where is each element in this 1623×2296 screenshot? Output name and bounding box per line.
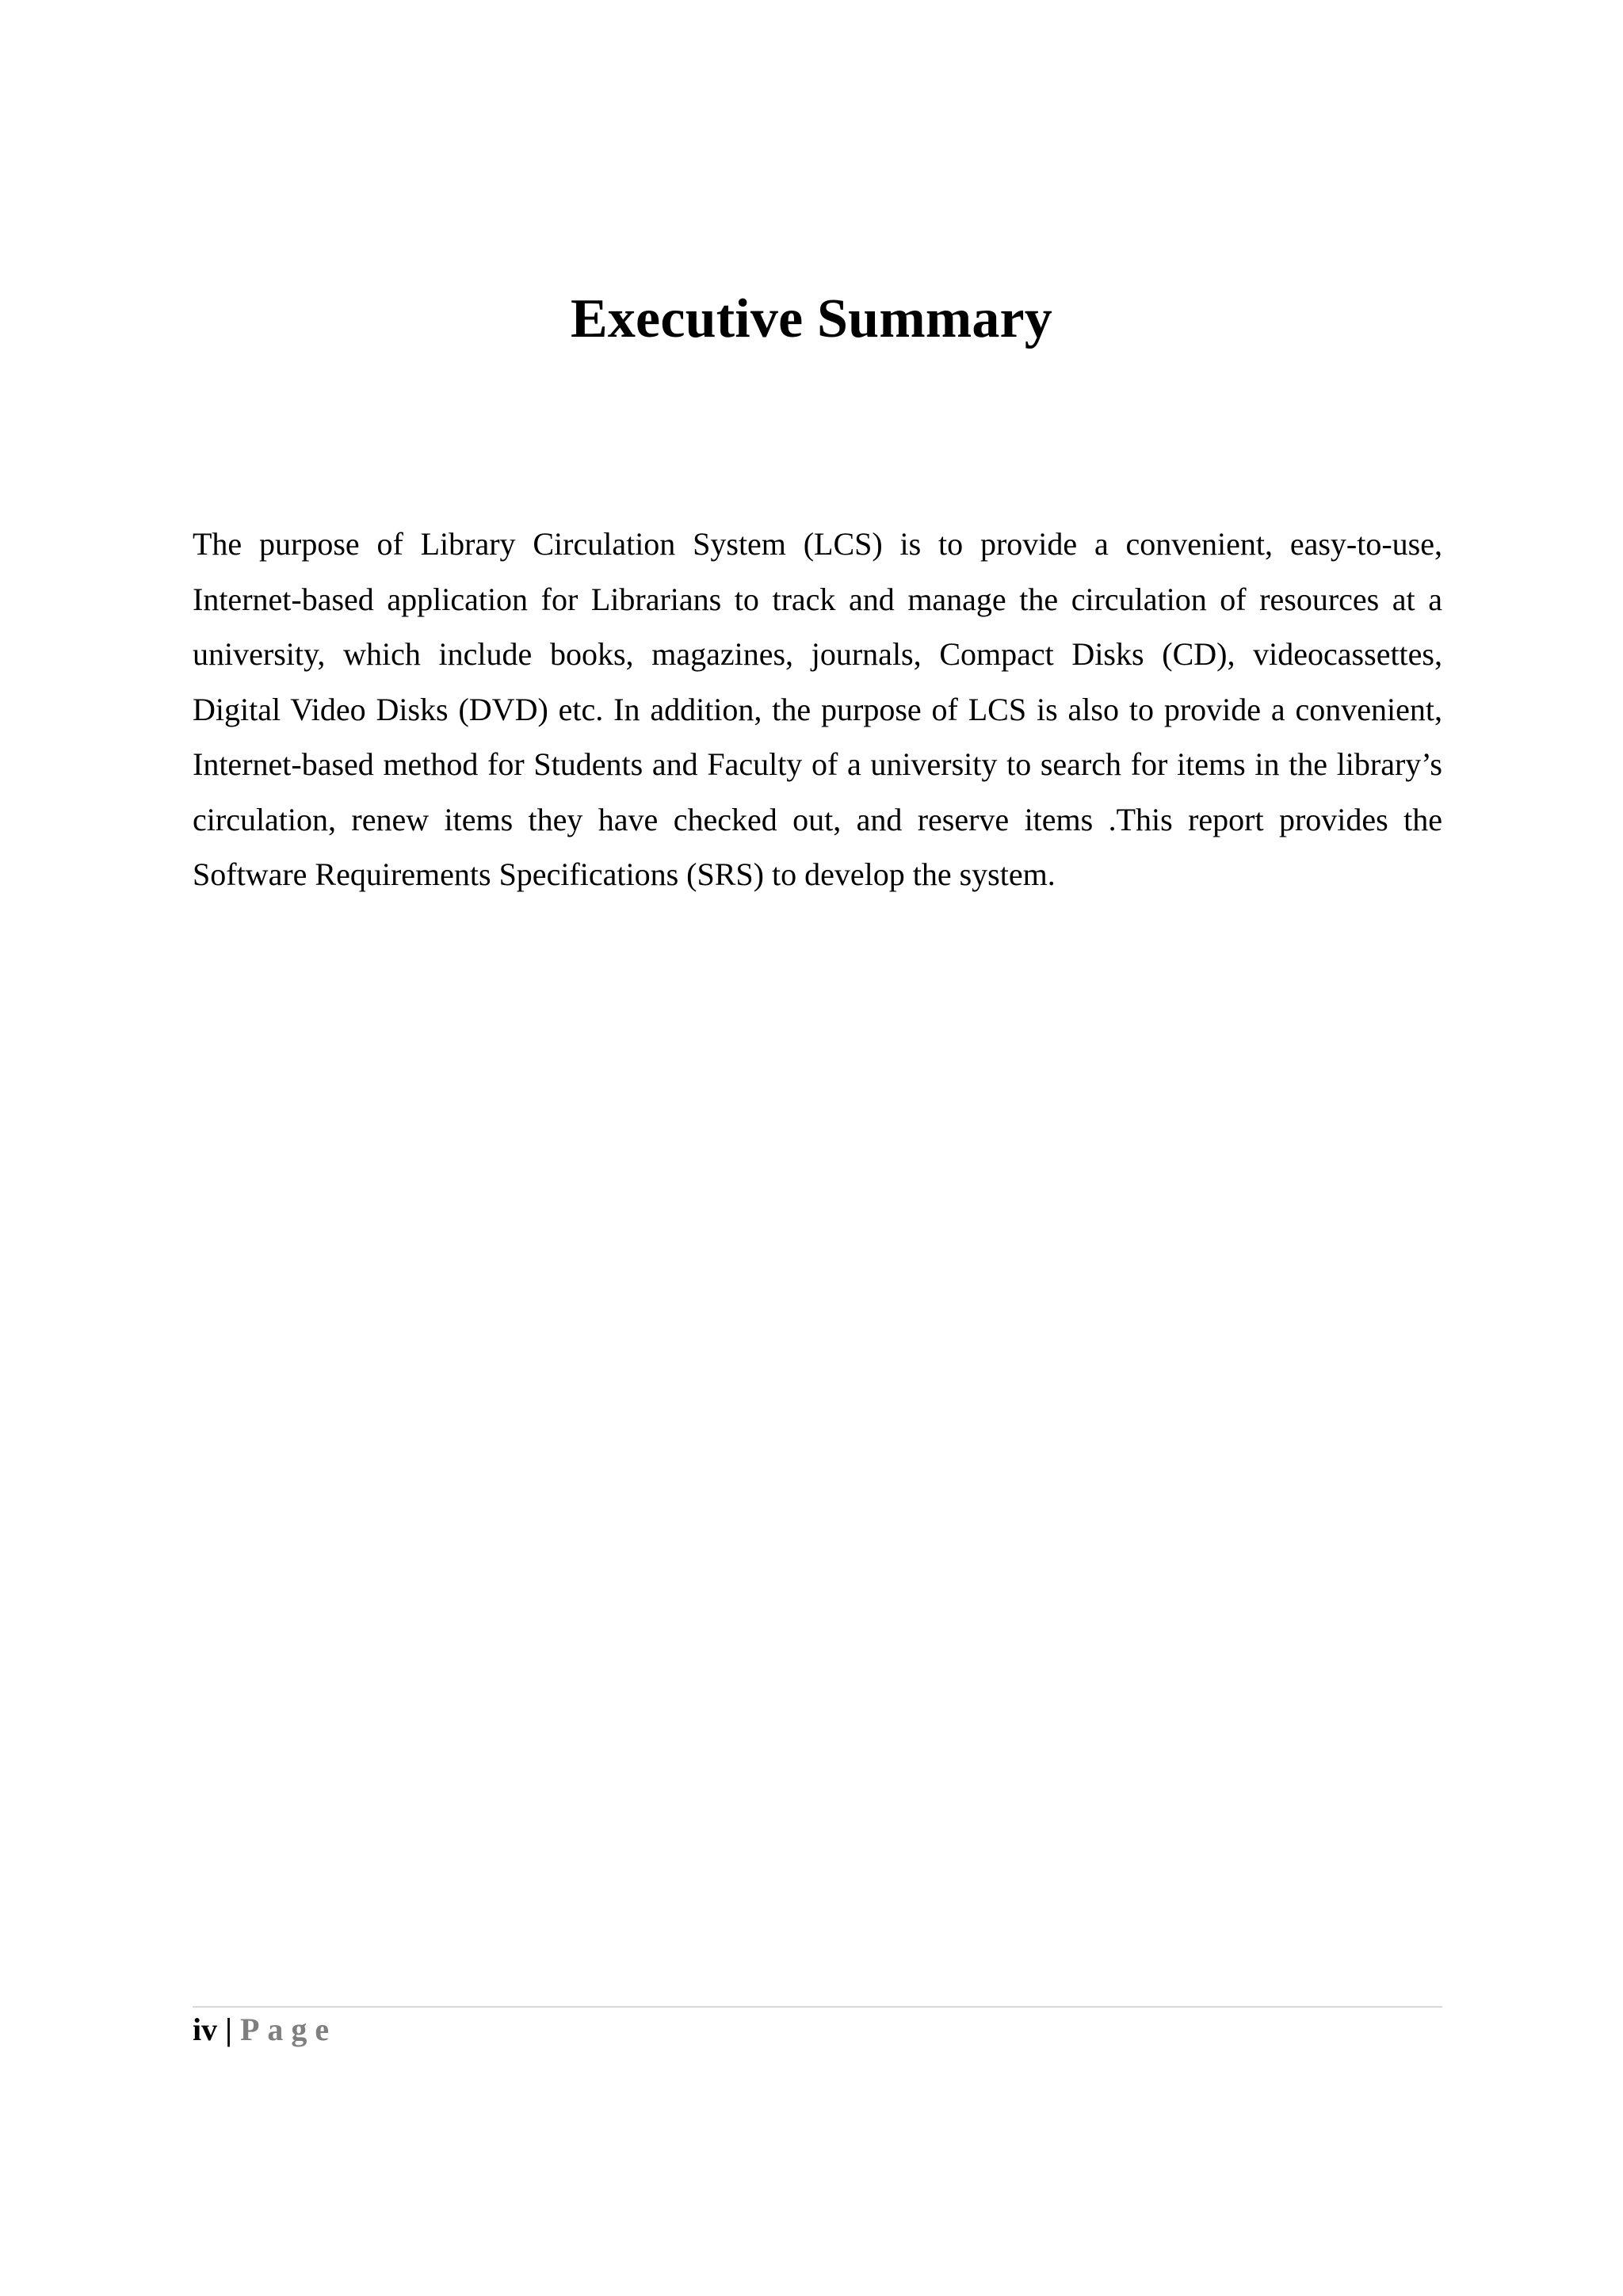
footer-separator: | [225,2012,232,2047]
page-label: Page [239,2012,338,2047]
footer-divider [193,2006,1442,2008]
page-title: Executive Summary [570,288,1053,349]
summary-paragraph: The purpose of Library Circulation System (LCS) is to provide a convenient, easy-to-use, Internet-based application for Librarians to track and manage the circulation of resources at a university, which include books, magazines, journals, Compact Disks (CD), videocassettes, Digital Video Disks (DVD) etc. In addition, the purpose of LCS is also to provide a convenient, Internet-based method for Students and Faculty of a university to search for items in the library’s circulation, renew items they have checked out, and reserve items .This report provides the Software Requirements Specifications (SRS) to develop the system. [193,526,1442,892]
page-footer [193,2010,337,2050]
page-number: iv [193,2012,218,2047]
